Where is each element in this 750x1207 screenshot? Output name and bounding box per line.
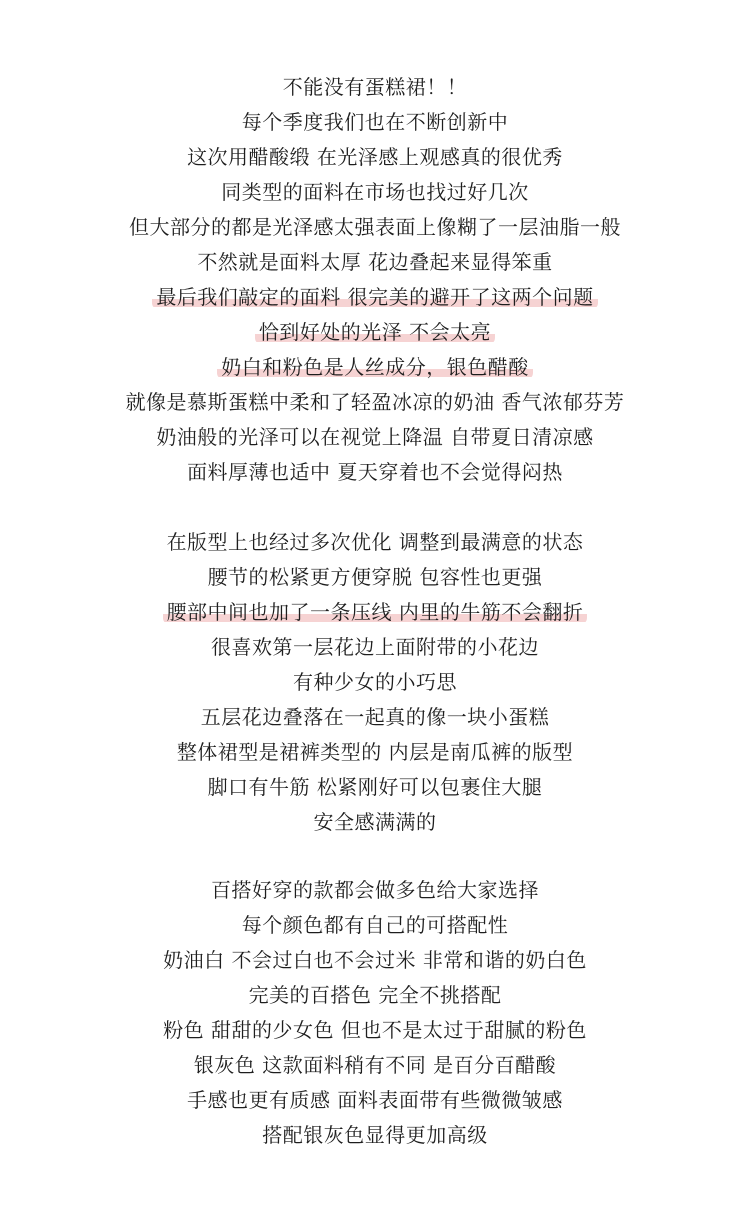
line-text: 整体裙型是裙裤类型的 内层是南瓜裤的版型 [176,740,574,764]
line-text: 每个季度我们也在不断创新中 [241,110,509,134]
line-text: 百搭好穿的款都会做多色给大家选择 [211,878,539,902]
line-text: 完美的百搭色 完全不挑搭配 [248,983,502,1007]
text-line [0,873,750,908]
paragraph-colors [0,873,750,1153]
line-text: 不然就是面料太厚 花边叠起来显得笨重 [197,250,553,274]
line-text: 腰节的松紧更方便穿脱 包容性也更强 [207,565,543,589]
text-line [0,978,750,1013]
text-line [0,1118,750,1153]
paragraph-fabric [0,70,750,490]
line-text: 粉色 甜甜的少女色 但也不是太过于甜腻的粉色 [163,1018,587,1042]
line-text: 每个颜色都有自己的可搭配性 [241,913,509,937]
text-line [0,908,750,943]
text-line [0,105,750,140]
text-line [0,350,750,385]
text-line [0,455,750,490]
text-line [0,525,750,560]
highlighted-text: 恰到好处的光泽 不会太亮 [255,320,495,344]
line-text: 同类型的面料在市场也找过好几次 [221,180,529,204]
line-text: 手感也更有质感 面料表面带有些微微皱感 [187,1088,563,1112]
text-line [0,315,750,350]
text-line [0,245,750,280]
text-line [0,595,750,630]
line-text: 很喜欢第一层花边上面附带的小花边 [211,635,539,659]
text-line [0,735,750,770]
line-text: 搭配银灰色显得更加高级 [262,1123,488,1147]
text-line [0,665,750,700]
line-text: 五层花边叠落在一起真的像一块小蛋糕 [200,705,550,729]
line-text: 面料厚薄也适中 夏天穿着也不会觉得闷热 [187,460,563,484]
text-line [0,1013,750,1048]
text-line [0,140,750,175]
line-text: 奶油般的光泽可以在视觉上降温 自带夏日清凉感 [156,425,594,449]
highlighted-text: 奶白和粉色是人丝成分，银色醋酸 [217,355,533,379]
line-text: 在版型上也经过多次优化 调整到最满意的状态 [166,530,584,554]
text-line [0,420,750,455]
text-line [0,175,750,210]
text-line [0,630,750,665]
text-line [0,805,750,840]
text-line [0,1048,750,1083]
line-text: 有种少女的小巧思 [293,670,457,694]
text-line [0,1083,750,1118]
text-line [0,280,750,315]
line-text: 不能没有蛋糕裙！！ [282,75,468,99]
line-text: 就像是慕斯蛋糕中柔和了轻盈冰凉的奶油 香气浓郁芬芳 [125,390,625,414]
line-text: 银灰色 这款面料稍有不同 是百分百醋酸 [193,1053,557,1077]
line-text: 奶油白 不会过白也不会过米 非常和谐的奶白色 [163,948,587,972]
text-line [0,210,750,245]
text-line [0,385,750,420]
text-line [0,560,750,595]
text-line [0,943,750,978]
highlighted-text: 腰部中间也加了一条压线 内里的牛筋不会翻折 [163,600,588,624]
text-line [0,770,750,805]
text-line [0,70,750,105]
text-line [0,700,750,735]
line-text: 这次用醋酸缎 在光泽感上观感真的很优秀 [187,145,563,169]
line-text: 安全感满满的 [313,810,437,834]
line-text: 但大部分的都是光泽感太强表面上像糊了一层油脂一般 [129,215,621,239]
highlighted-text: 最后我们敲定的面料 很完美的避开了这两个问题 [152,285,597,309]
paragraph-fit [0,525,750,840]
line-text: 脚口有牛筋 松紧刚好可以包裹住大腿 [207,775,543,799]
